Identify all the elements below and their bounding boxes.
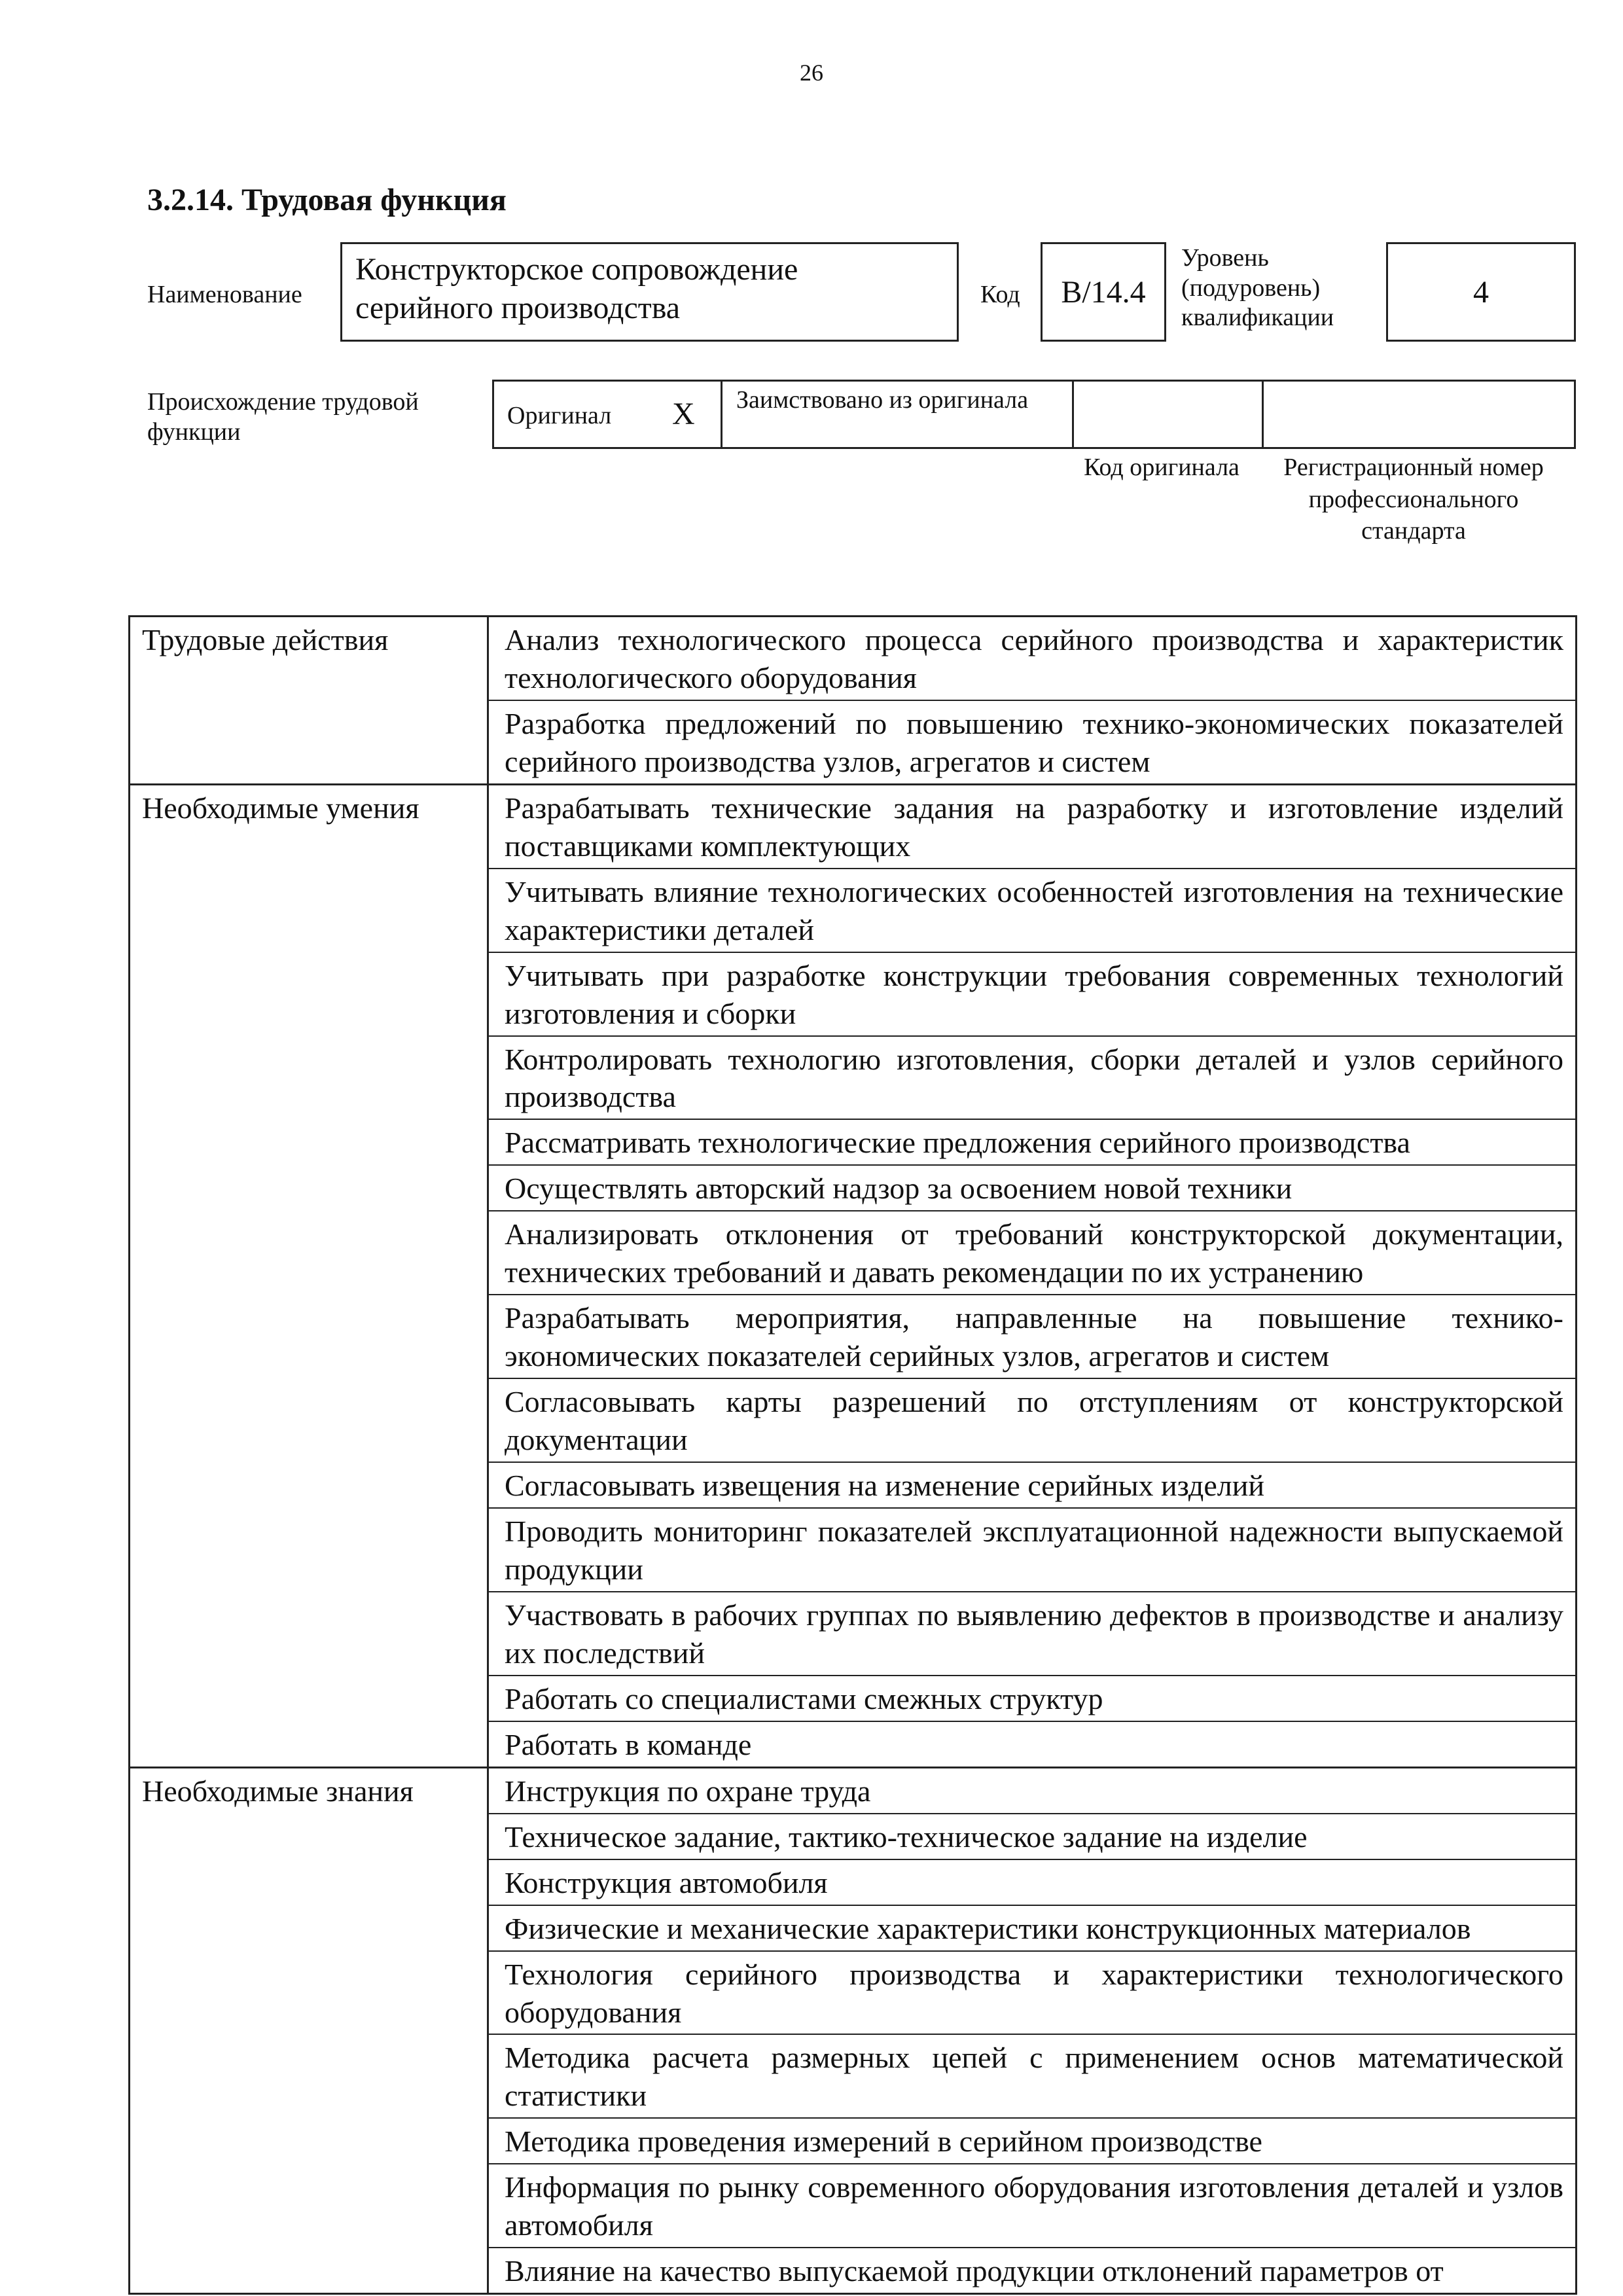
code-box xyxy=(1041,242,1166,342)
origin-row xyxy=(492,380,1576,449)
page-number: 26 xyxy=(800,60,823,86)
knowledge-item: Инструкция по охране труда xyxy=(489,1768,1575,1814)
knowledge-item: Физические и механические характеристики конструкционных материалов xyxy=(489,1906,1575,1952)
row-items-cell xyxy=(488,1767,1577,2293)
labor-action-item: Анализ технологического процесса серийного производства и характеристик технологического оборудования xyxy=(489,617,1575,701)
knowledge-item: Технология серийного производства и характеристики технологического оборудования xyxy=(489,1952,1575,2036)
qualification-level-label: Уровень (подуровень) квалификации xyxy=(1181,244,1334,332)
qualification-level-value: 4 xyxy=(1473,274,1489,310)
origin-reg-number-cell xyxy=(1262,382,1576,447)
row-items-cell xyxy=(488,784,1577,1767)
origin-code-caption: Код оригинала xyxy=(1084,454,1240,481)
skill-item: Учитывать влияние технологических особенностей изготовления на технические характеристики деталей xyxy=(489,869,1575,953)
origin-divider xyxy=(721,382,722,447)
required-knowledge-label: Необходимые знания xyxy=(142,1774,414,1808)
function-name-box xyxy=(340,242,959,342)
code-label: Код xyxy=(980,281,1020,308)
knowledge-item: Методика расчета размерных цепей с применением основ математической статистики xyxy=(489,2035,1575,2119)
labor-actions-label: Трудовые действия xyxy=(142,623,389,656)
knowledge-item: Информация по рынку современного оборудования изготовления деталей и узлов автомобиля xyxy=(489,2164,1575,2248)
name-label: Наименование xyxy=(147,281,302,308)
skill-item: Рассматривать технологические предложения серийного производства xyxy=(489,1120,1575,1166)
section-title: 3.2.14. Трудовая функция xyxy=(147,183,507,217)
table-row xyxy=(130,784,1577,1767)
skill-item: Контролировать технологию изготовления, сборки деталей и узлов серийного производства xyxy=(489,1037,1575,1121)
skill-item: Участвовать в рабочих группах по выявлению дефектов в производстве и анализу их последствий xyxy=(489,1592,1575,1676)
knowledge-item: Влияние на качество выпускаемой продукции отклонений параметров от xyxy=(505,2254,1444,2288)
skill-item: Согласовывать карты разрешений по отступлениям от конструкторской документации xyxy=(489,1379,1575,1463)
origin-code-cell xyxy=(1072,382,1262,447)
knowledge-item: Конструкция автомобиля xyxy=(489,1860,1575,1906)
code-value: B/14.4 xyxy=(1061,274,1146,310)
labor-action-item: Разработка предложений по повышению технико-экономических показателей серийного производства узлов, агрегатов и систем xyxy=(505,706,1563,778)
origin-label: Происхождение трудовой функции xyxy=(147,388,419,446)
skill-item: Работать в команде xyxy=(505,1727,752,1761)
knowledge-item: Техническое задание, тактико-техническое задание на изделие xyxy=(489,1814,1575,1860)
skill-item: Разрабатывать мероприятия, направленные на повышение технико-экономических показателей серийных узлов, агрегатов и систем xyxy=(489,1295,1575,1379)
row-items-cell xyxy=(488,617,1577,785)
skill-item: Работать со специалистами смежных структур xyxy=(489,1676,1575,1722)
skill-item: Анализировать отклонения от требований конструкторской документации, технических требований и давать рекомендации по их устранению xyxy=(489,1211,1575,1295)
skill-item: Разрабатывать технические задания на разработку и изготовление изделий поставщиками комплектующих xyxy=(489,785,1575,869)
skill-item: Согласовывать извещения на изменение серийных изделий xyxy=(489,1463,1575,1509)
qualification-level-box xyxy=(1386,242,1576,342)
origin-original-label: Оригинал xyxy=(507,402,612,429)
table-row xyxy=(130,617,1577,785)
skill-item: Осуществлять авторский надзор за освоением новой техники xyxy=(489,1166,1575,1211)
origin-original-cell xyxy=(494,382,721,447)
skill-item: Учитывать при разработке конструкции требования современных технологий изготовления и сборки xyxy=(489,953,1575,1037)
row-label-cell xyxy=(130,784,488,1767)
row-label-cell xyxy=(130,1767,488,2293)
table-row xyxy=(130,1767,1577,2293)
row-label-cell xyxy=(130,617,488,785)
function-details-table xyxy=(128,615,1577,2295)
function-name-value: Конструкторское сопровождение серийного производства xyxy=(355,252,798,325)
origin-original-mark: X xyxy=(672,397,695,431)
required-skills-label: Необходимые умения xyxy=(142,791,419,825)
origin-borrowed-label: Заимствовано из оригинала xyxy=(736,386,1029,414)
skill-item: Проводить мониторинг показателей эксплуатационной надежности выпускаемой продукции xyxy=(489,1509,1575,1592)
registration-number-caption: Регистрационный номер профессионального стандарта xyxy=(1283,454,1544,545)
knowledge-item: Методика проведения измерений в серийном производстве xyxy=(489,2119,1575,2164)
